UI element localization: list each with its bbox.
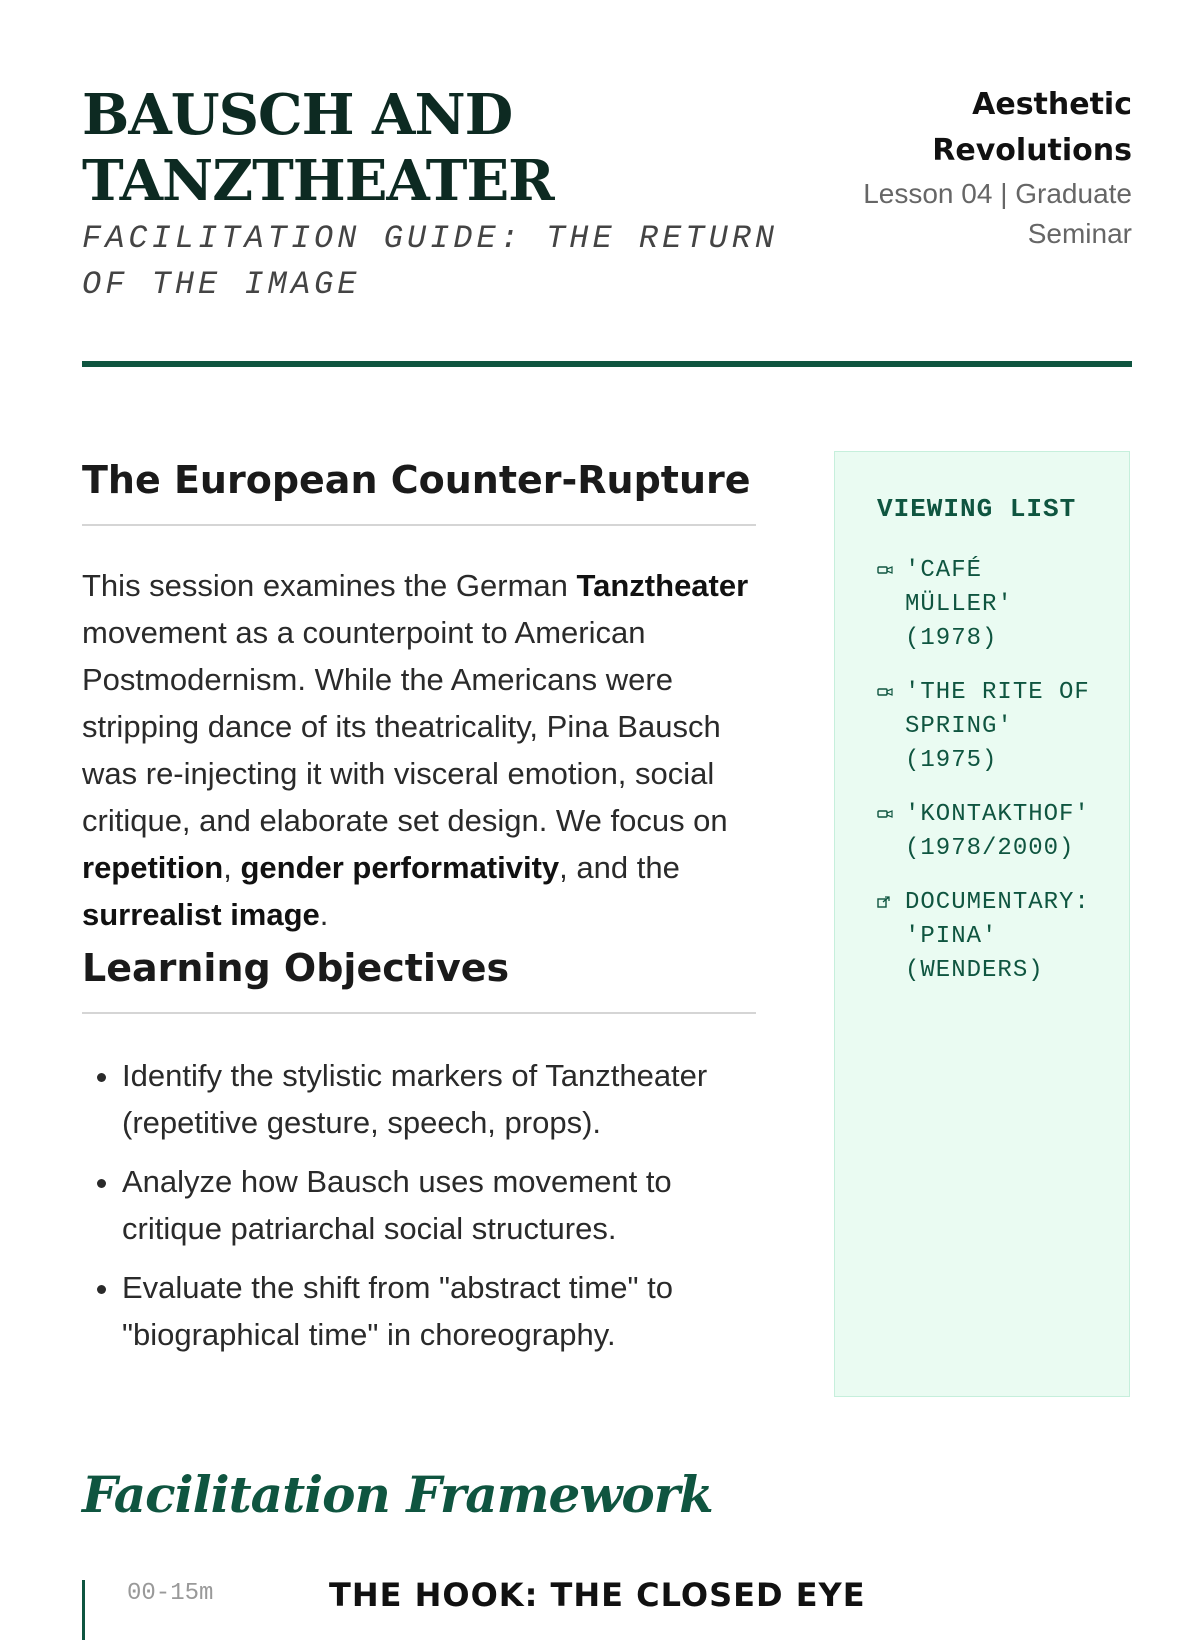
viewing-list-item[interactable] [877,886,1099,988]
page-header [82,82,1132,372]
viewing-list-item[interactable] [877,554,1099,656]
viewing-list-item[interactable] [877,798,1099,866]
intro-bold-term: surrealist image [82,897,320,932]
film-icon [877,808,895,820]
main-content [82,450,756,1370]
film-icon [877,686,895,698]
page-title: BAUSCH AND TANZTHEATER [82,82,554,214]
objectives-list [82,1052,756,1358]
viewing-list-label: 'THE RITE OF SPRING' (1975) [905,679,1090,774]
framework-timeline [82,1576,1135,1640]
external-link-icon [877,896,895,908]
course-meta: Lesson 04 | Graduate Seminar [863,178,1132,249]
course-info [832,82,1132,254]
viewing-list-label: 'CAFÉ MÜLLER' (1978) [905,557,1013,652]
film-icon [877,564,895,576]
intro-text: . [319,897,329,932]
intro-bold-term: repetition [82,850,224,885]
viewing-list-label: 'KONTAKTHOF' (1978/2000) [905,801,1090,862]
viewing-list-label: DOCUMENTARY: 'PINA' (WENDERS) [905,889,1090,984]
intro-bold-term: Tanztheater [576,568,749,603]
intro-text: , and the [559,850,680,885]
viewing-list-title: VIEWING LIST [877,494,1077,524]
header-divider [82,361,1132,367]
page-subtitle: FACILITATION GUIDE: THE RETURN OF THE IMAGE [82,220,779,303]
objective-item: • Identify the stylistic markers of Tanztheater (repetitive gesture, speech, props). [122,1052,756,1146]
step-title: THE HOOK: THE CLOSED EYE [329,1576,866,1614]
intro-text: This session examines the German [82,568,577,603]
viewing-list-item[interactable] [877,676,1099,778]
intro-text: movement as a counterpoint to American Postmodernism. While the Americans were stripping dance of its theatricality, Pina Bausch was re-injecting it with visceral emotion, social critique, and elaborate set design. We focus on [82,615,728,838]
course-name: Aesthetic Revolutions [932,87,1132,168]
objective-item: • Evaluate the shift from "abstract time" to "biographical time" in choreography. [122,1264,756,1358]
intro-bold-term: gender performativity [240,850,560,885]
objective-item: • Analyze how Bausch uses movement to critique patriarchal social structures. [122,1158,756,1252]
objectives-title: Learning Objectives [82,938,756,1014]
intro-text: , [223,850,241,885]
section-title: The European Counter-Rupture [82,450,756,526]
framework-title: Facilitation Framework [82,1465,713,1524]
step-time: 00-15m [127,1580,214,1607]
intro-paragraph [82,562,756,938]
viewing-list-panel [834,451,1130,1397]
